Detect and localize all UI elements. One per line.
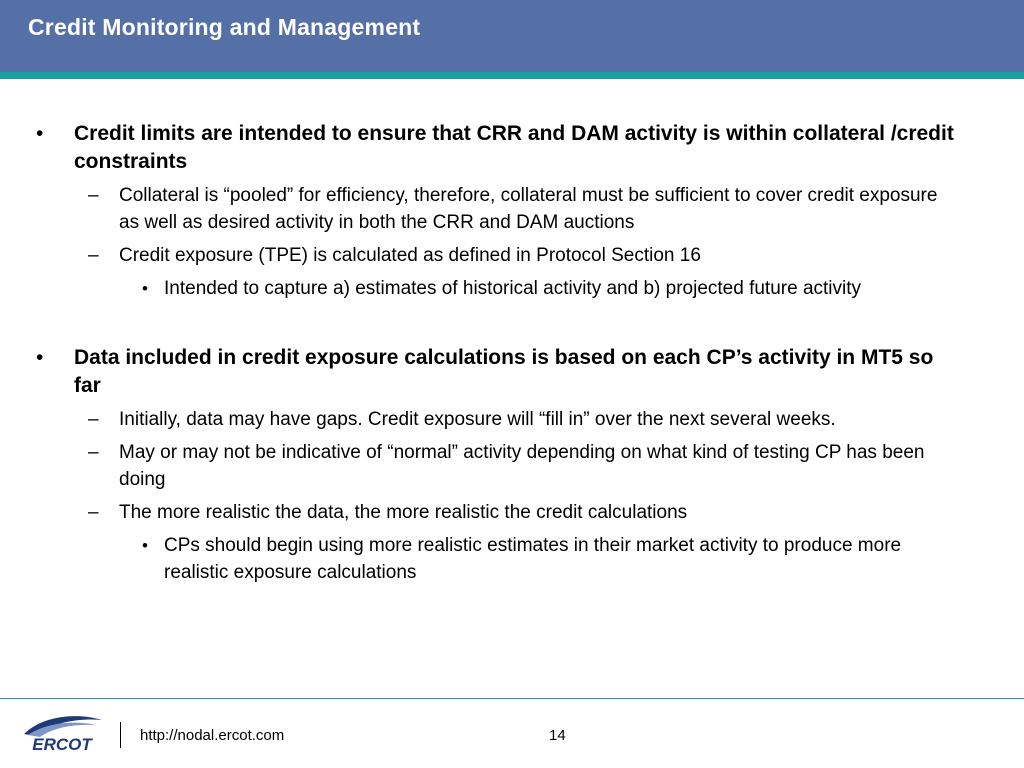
page-number: 14 [549,727,566,744]
subbullet-text: The more realistic the data, the more realistic the credit calculations [119,502,688,523]
subsubbullet-intended-capture [0,275,944,302]
dash-marker: – [88,409,99,430]
dash-marker: – [88,185,99,206]
subbullet-text: Initially, data may have gaps. Credit exposure will “fill in” over the next several weeks. [119,409,836,430]
subbullet-text: Collateral is “pooled” for efficiency, therefore, collateral must be sufficient to cover credit exposure as well as desired activity in both the CRR and DAM auctions [119,185,938,233]
ercot-logo-icon [18,710,104,754]
dash-marker: – [88,442,99,463]
logo-text: ERCOT [32,735,92,754]
subbullet-data-gaps [0,406,959,433]
subbullet-credit-exposure-tpe [0,242,959,269]
small-bullet-marker: • [142,279,148,298]
dash-marker: – [88,245,99,266]
subsubbullet-cps-estimates [0,532,944,586]
subbullet-collateral-pooled [0,182,959,236]
section-gap [0,302,1024,344]
bullet-data-included [0,344,954,400]
slide-title: Credit Monitoring and Management [28,14,421,40]
dash-marker: – [88,502,99,523]
subbullet-text: Credit exposure (TPE) is calculated as defined in Protocol Section 16 [119,245,701,266]
subbullet-realistic-data [0,499,959,526]
footer-accent-rule [0,698,1024,699]
subsubbullet-text: Intended to capture a) estimates of historical activity and b) projected future activity [164,278,862,299]
header-accent-rule [0,72,1024,79]
footer-url-link[interactable]: http://nodal.ercot.com [140,727,285,744]
subsubbullet-text: CPs should begin using more realistic estimates in their market activity to produce more realistic exposure calculations [164,535,902,583]
footer-divider [120,722,121,748]
subbullet-normal-activity [0,439,959,493]
bullet-marker: • [36,122,44,145]
bullet-credit-limits [0,120,954,176]
subbullet-text: May or may not be indicative of “normal” activity depending on what kind of testing CP has been doing [119,442,925,490]
bullet-text: Credit limits are intended to ensure that CRR and DAM activity is within collateral /credit constraints [74,122,954,173]
slide-content [0,120,1024,586]
header-bar [0,0,1024,72]
bullet-marker: • [36,346,44,369]
bullet-text: Data included in credit exposure calculations is based on each CP’s activity in MT5 so far [74,346,934,397]
small-bullet-marker: • [142,536,148,555]
